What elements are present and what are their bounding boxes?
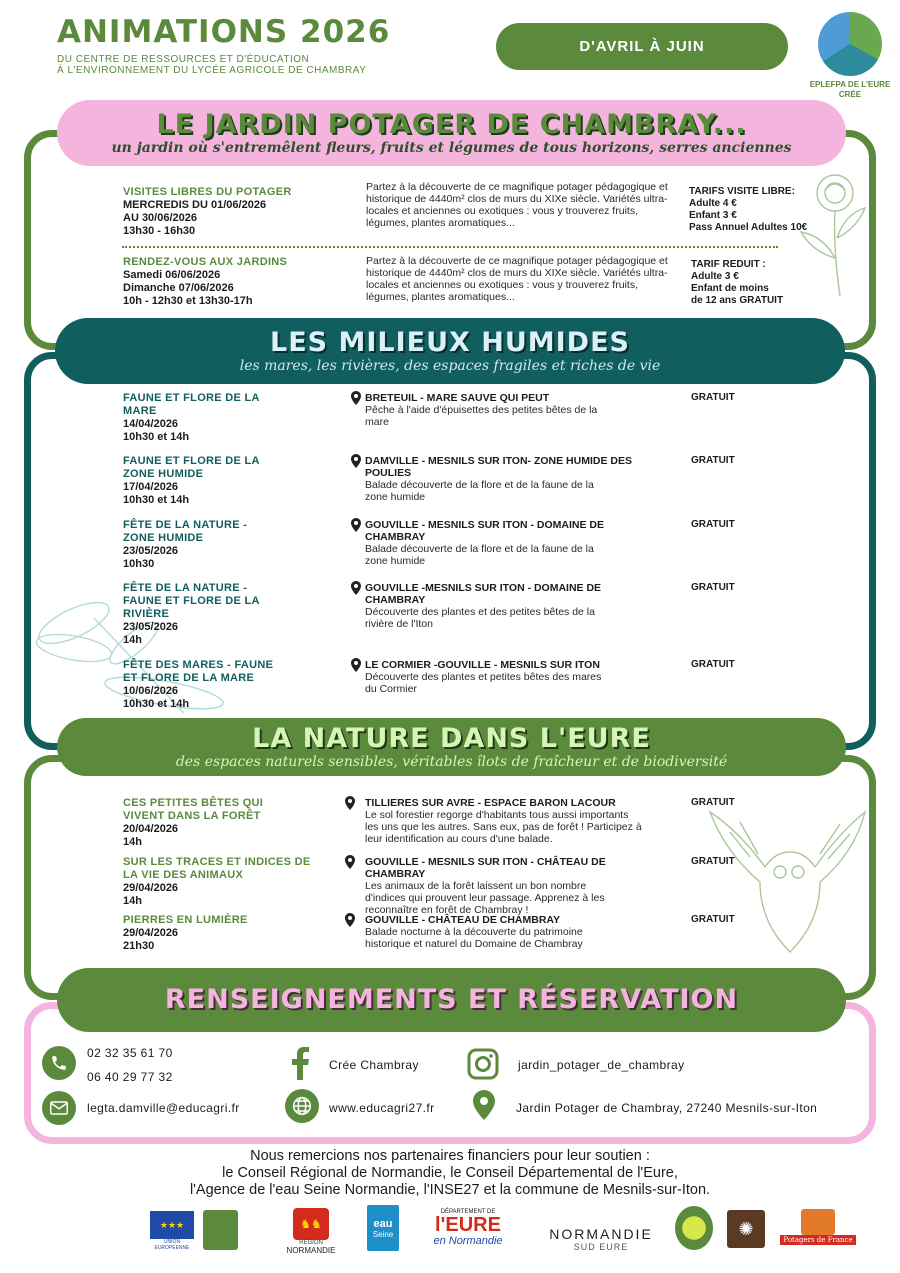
event-date: 29/04/2026	[123, 927, 179, 939]
jardin-subtitle: un jardin où s'entremêlent fleurs, fruits et légumes de tous horizons, serres anciennes	[111, 140, 792, 156]
event-desc2: zone humide	[365, 555, 426, 567]
event-place1: DAMVILLE - MESNILS SUR ITON- ZONE HUMIDE DES	[365, 455, 632, 467]
event-time: 14h	[123, 634, 142, 646]
event-place2: CHAMBRAY	[365, 531, 426, 543]
event-desc2: les uns que les autres. Sans eux, pas de forêt ! Participez à	[365, 821, 642, 833]
event-price: GRATUIT	[691, 519, 735, 530]
eure-event-location	[365, 797, 690, 845]
event-label2: ZONE HUMIDE	[123, 532, 204, 544]
event-place2: CHAMBRAY	[365, 594, 426, 606]
event-price: GRATUIT	[691, 659, 735, 670]
map-pin-icon	[351, 518, 361, 537]
eure-event-info	[123, 914, 333, 953]
eu-logo: ★★★ UNION EUROPÉENNE	[148, 1210, 196, 1252]
humides-event-info	[123, 659, 333, 711]
event-time: 10h30 et 14h	[123, 494, 190, 506]
phone-number-2[interactable]: 06 40 29 77 32	[87, 1070, 173, 1084]
event-label2: ET FLORE DE LA MARE	[123, 672, 255, 684]
phone-icon	[42, 1046, 76, 1080]
date-range-badge: D'AVRIL À JUIN	[496, 23, 788, 70]
event-time: 21h30	[123, 940, 155, 952]
event-time: 10h30 et 14h	[123, 698, 190, 710]
jardin-event-1-info: VISITES LIBRES DU POTAGER MERCREDIS DU 01/06/2026 AU 30/06/2026 13h30 - 16h30	[123, 186, 292, 237]
event-label1: FAUNE ET FLORE DE LA	[123, 455, 260, 467]
event-time: 14h	[123, 836, 142, 848]
event-label2: LA VIE DES ANIMAUX	[123, 869, 244, 881]
humides-subtitle: les mares, les rivières, des espaces fragiles et riches de vie	[239, 358, 661, 374]
humides-event-location	[365, 659, 690, 695]
event-label2: FAUNE ET FLORE DE LA	[123, 595, 260, 607]
eure-event-info	[123, 797, 333, 849]
mesnils-sur-iton-logo	[675, 1206, 713, 1250]
jardin-event-1-desc: Partez à la découverte de ce magnifique potager pédagogique et historique de 4440m² clos de murs du XIXe siècle. Variétés ultra-locales et anciennes ou exotiques : vous y trouverez fruits, légumes, plantes aromatiques...	[366, 181, 668, 229]
event-place1: TILLIERES SUR AVRE - ESPACE BARON LACOUR	[365, 797, 616, 809]
event-desc2: mare	[365, 416, 389, 428]
event-label1: CES PETITES BÊTES QUI	[123, 797, 264, 809]
globe-icon	[285, 1089, 319, 1123]
map-pin-icon	[351, 658, 361, 677]
jardin-event-2-desc: Partez à la découverte de ce magnifique potager pédagogique et historique de 4440m² clos de murs du XIXe siècle. Variétés ultra-locales et anciennes ou exotiques : vous y trouverez fruits, légumes, plantes aromatiques...	[366, 255, 668, 303]
page-title: ANIMATIONS 2026	[57, 14, 391, 50]
map-pin-icon	[345, 913, 355, 932]
eure-title: LA NATURE DANS L'EURE	[252, 723, 651, 754]
eu-stars-icon: ★★★	[150, 1211, 194, 1239]
crée-logo	[818, 12, 882, 76]
event-place1: GOUVILLE - MESNILS SUR ITON - CHÂTEAU DE	[365, 856, 606, 868]
event-time: 10h30	[123, 558, 155, 570]
event-date: 17/04/2026	[123, 481, 179, 493]
owl-illustration-icon	[690, 802, 870, 962]
jardin-banner	[57, 100, 846, 166]
event-price: GRATUIT	[691, 392, 735, 403]
jardin-event-2-info: RENDEZ-VOUS AUX JARDINS Samedi 06/06/2026 Dimanche 07/06/2026 10h - 12h30 et 13h30-17h	[123, 256, 288, 307]
email-address[interactable]: legta.damville@educagri.fr	[87, 1101, 240, 1115]
event-desc2: zone humide	[365, 491, 426, 503]
event-date: 23/05/2026	[123, 621, 179, 633]
humides-event-info	[123, 455, 333, 507]
map-pin-icon	[345, 796, 355, 815]
event-desc2: historique et naturel du Domaine de Chambray	[365, 938, 583, 950]
instagram-icon	[467, 1048, 499, 1080]
contact-title: RENSEIGNEMENTS ET RÉSERVATION	[164, 984, 739, 1015]
event-place1: GOUVILLE -MESNILS SUR ITON - DOMAINE DE	[365, 582, 602, 594]
humides-event-location	[365, 519, 690, 567]
eure-banner	[57, 718, 846, 776]
event-date: 20/04/2026	[123, 823, 179, 835]
normandie-lions-icon: ♞♞	[293, 1208, 329, 1240]
event-label1: PIERRES EN LUMIÈRE	[123, 914, 248, 926]
facebook-page[interactable]: Crée Chambray	[329, 1058, 419, 1072]
event-price: GRATUIT	[691, 797, 735, 808]
eau-seine-normandie-logo: eau Seine	[367, 1205, 399, 1251]
map-pin-icon	[351, 581, 361, 600]
event-time: 10h30 et 14h	[123, 431, 190, 443]
event-desc3: leur identification au cours d'une balade.	[365, 833, 553, 845]
event-label3: RIVIÈRE	[123, 608, 170, 620]
event-label1: FAUNE ET FLORE DE LA	[123, 392, 260, 404]
event-price: GRATUIT	[691, 455, 735, 466]
region-normandie-logo: ♞♞ RÉGION NORMANDIE	[277, 1204, 345, 1259]
humides-banner	[55, 318, 845, 384]
contact-banner	[57, 968, 846, 1032]
event-desc1: Les animaux de la forêt laissent un bon nombre	[365, 880, 587, 892]
event-desc1: Découverte des plantes et des petites bêtes de la	[365, 606, 595, 618]
event-place1: GOUVILLE - CHÂTEAU DE CHAMBRAY	[365, 914, 561, 926]
event-place2: CHAMBRAY	[365, 868, 426, 880]
event-label1: SUR LES TRACES ET INDICES DE	[123, 856, 311, 868]
inse27-logo: ✺	[727, 1210, 765, 1248]
eure-event-location	[365, 856, 690, 916]
event-place2: POULIES	[365, 467, 412, 479]
event-price: GRATUIT	[691, 582, 735, 593]
humides-title: LES MILIEUX HUMIDES	[270, 327, 630, 358]
address: Jardin Potager de Chambray, 27240 Mesnils-sur-Iton	[516, 1101, 818, 1115]
event-desc1: Le sol forestier regorge d'habitants tous aussi importants	[365, 809, 629, 821]
thanks-text: Nous remercions nos partenaires financiers pour leur soutien : le Conseil Régional de Normandie, le Conseil Départemental de l'Eure, l'Agence de l'eau Seine Normandie, l'INSE27 et la commune de Mesnils-sur-Iton.	[189, 1148, 711, 1198]
humides-event-info	[123, 582, 333, 647]
normandie-sud-eure-logo: NORMANDIE SUD EURE	[549, 1226, 653, 1252]
humides-event-info	[123, 519, 333, 571]
humides-event-location	[365, 392, 690, 428]
watering-can-icon	[801, 1209, 835, 1235]
potagers-de-france-logo: Potagers de France	[780, 1204, 856, 1250]
eure-department-logo: DÉPARTEMENT DE l'EURE en Normandie	[433, 1209, 503, 1247]
page-subtitle: DU CENTRE DE RESSOURCES ET D'ÉDUCATION À L'ENVIRONNEMENT DU LYCÉE AGRICOLE DE CHAMBRAY	[57, 54, 367, 76]
event-desc1: Balade découverte de la flore et de la faune de la	[365, 479, 594, 491]
map-pin-icon	[351, 391, 361, 410]
event-label2: ZONE HUMIDE	[123, 468, 204, 480]
event-date: 29/04/2026	[123, 882, 179, 894]
event-label1: FÊTE DES MARES - FAUNE	[123, 659, 274, 671]
facebook-icon	[286, 1046, 316, 1080]
dotted-divider	[122, 246, 778, 248]
email-icon	[42, 1091, 76, 1125]
event-place1: LE CORMIER -GOUVILLE - MESNILS SUR ITON	[365, 659, 600, 671]
event-place1: GOUVILLE - MESNILS SUR ITON - DOMAINE DE	[365, 519, 604, 531]
eure-event-location	[365, 914, 690, 950]
leader-logo	[203, 1210, 238, 1250]
event-label1: FÊTE DE LA NATURE -	[123, 519, 248, 531]
event-desc2: du Cormier	[365, 683, 417, 695]
event-desc1: Balade nocturne à la découverte du patrimoine	[365, 926, 583, 938]
event-desc2: rivière de l'Iton	[365, 618, 433, 630]
map-pin-icon	[345, 855, 355, 874]
event-date: 23/05/2026	[123, 545, 179, 557]
jardin-title: LE JARDIN POTAGER DE CHAMBRAY...	[156, 109, 747, 140]
eure-event-info	[123, 856, 333, 908]
instagram-handle[interactable]: jardin_potager_de_chambray	[518, 1058, 685, 1072]
event-date: 14/04/2026	[123, 418, 179, 430]
event-desc1: Découverte des plantes et petites bêtes des mares	[365, 671, 602, 683]
event-label2: MARE	[123, 405, 157, 417]
event-time: 14h	[123, 895, 142, 907]
humides-event-info	[123, 392, 333, 444]
phone-number-1[interactable]: 02 32 35 61 70	[87, 1046, 173, 1060]
event-date: 10/06/2026	[123, 685, 179, 697]
jardin-event-2-prices: TARIF REDUIT : Adulte 3 € Enfant de moins de 12 ans GRATUIT	[691, 259, 784, 306]
event-label2: VIVENT DANS LA FORÊT	[123, 810, 261, 822]
location-pin-icon	[473, 1090, 495, 1120]
humides-event-location	[365, 455, 690, 503]
jardin-event-1-prices: TARIFS VISITE LIBRE: Adulte 4 € Enfant 3 € Pass Annuel Adultes 10€	[689, 186, 808, 233]
humides-event-location	[365, 582, 690, 630]
event-desc2: d'indices qui prouvent leur passage. Apprenez à les	[365, 892, 605, 904]
event-desc1: Pêche à l'aide d'épuisettes des petites bêtes de la	[365, 404, 598, 416]
event-desc1: Balade découverte de la flore et de la faune de la	[365, 543, 594, 555]
website-link[interactable]: www.educagri27.fr	[329, 1101, 435, 1115]
event-price: GRATUIT	[691, 856, 735, 867]
event-place1: BRETEUIL - MARE SAUVE QUI PEUT	[365, 392, 550, 404]
eure-subtitle: des espaces naturels sensibles, véritables îlots de fraîcheur et de biodiversité	[175, 754, 728, 770]
event-label1: FÊTE DE LA NATURE -	[123, 582, 248, 594]
map-pin-icon	[351, 454, 361, 473]
event-desc3: reconnaître en forêt de Chambray !	[365, 904, 529, 916]
event-price: GRATUIT	[691, 914, 735, 925]
logo-caption: EPLEFPA DE L'EURE CRÉE	[809, 80, 891, 99]
